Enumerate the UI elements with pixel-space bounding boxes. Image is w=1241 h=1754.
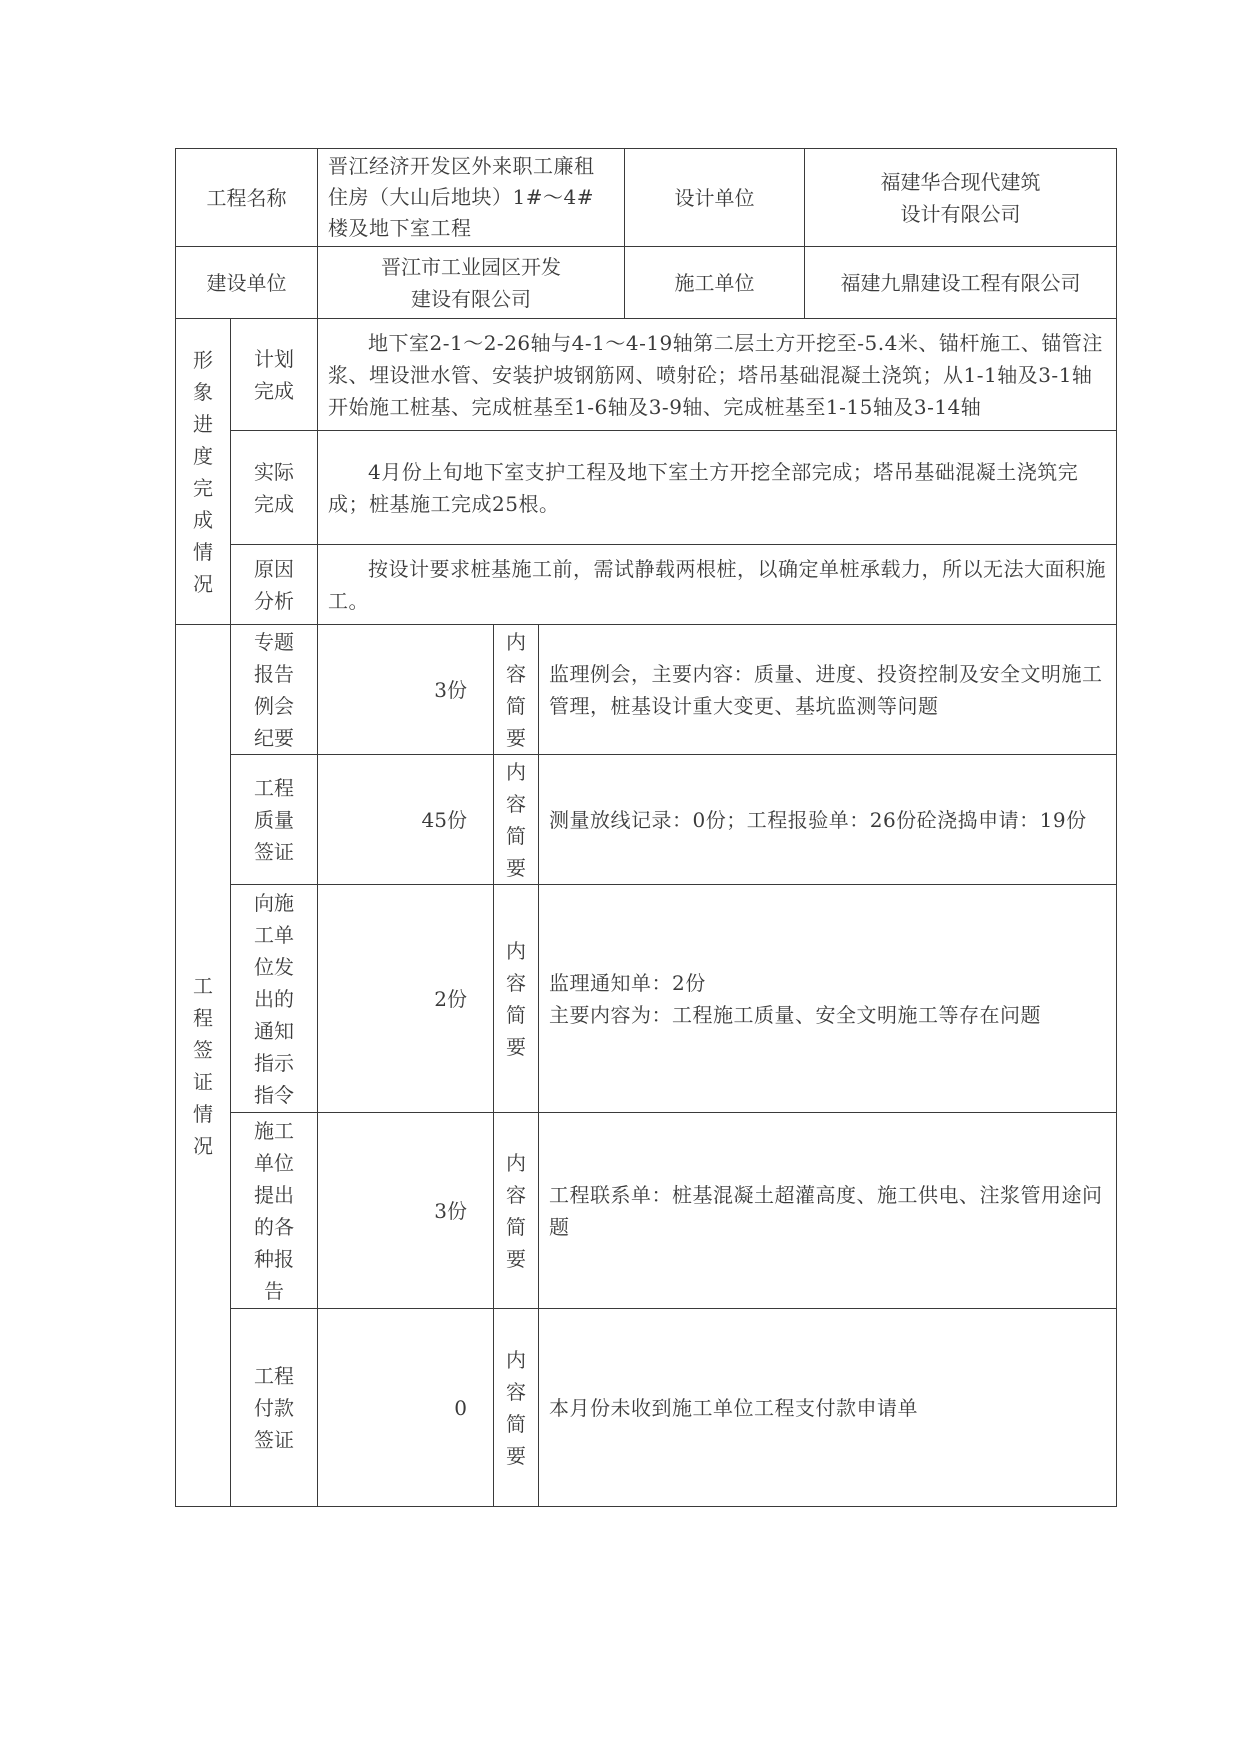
contractor-label: 施工单位 [625,247,805,319]
signoff-content: 本月份未收到施工单位工程支付款申请单 [539,1309,1117,1507]
actual-label: 实际完成 [231,431,318,545]
signoff-row-label: 施工单位提出的各种报告 [231,1113,318,1309]
project-name-label: 工程名称 [176,149,318,247]
progress-section-label: 形象进度完成情况 [176,319,231,625]
signoff-count: 3份 [318,625,494,755]
summary-label: 内容简要 [494,1309,539,1507]
summary-label: 内容简要 [494,755,539,885]
actual-text: 4月份上旬地下室支护工程及地下室土方开挖全部完成；塔吊基础混凝土浇筑完成；桩基施工完成25根。 [318,431,1117,545]
signoff-content: 监理例会，主要内容：质量、进度、投资控制及安全文明施工管理，桩基设计重大变更、基坑监测等问题 [539,625,1117,755]
monthly-report-table [175,148,1117,1507]
owner-value [318,247,625,319]
project-name-value: 晋江经济开发区外来职工廉租住房（大山后地块）1#～4#楼及地下室工程 [318,149,625,247]
signoff-content: 工程联系单：桩基混凝土超灌高度、施工供电、注浆管用途问题 [539,1113,1117,1309]
signoff-count: 2份 [318,885,494,1113]
planned-label: 计划完成 [231,319,318,431]
reason-label: 原因分析 [231,545,318,625]
design-unit-line1: 福建华合现代建筑 [880,169,1041,194]
signoff-row-label: 向施工单位发出的通知指示指令 [231,885,318,1113]
summary-label: 内容简要 [494,625,539,755]
signoff-content: 测量放线记录：0份；工程报验单：26份砼浇捣申请：19份 [539,755,1117,885]
summary-label: 内容简要 [494,885,539,1113]
owner-label: 建设单位 [176,247,318,319]
owner-line1: 晋江市工业园区开发 [381,254,562,279]
signoff-content: 监理通知单：2份 主要内容为：工程施工质量、安全文明施工等存在问题 [539,885,1117,1113]
design-unit-line2: 设计有限公司 [900,201,1021,226]
planned-text: 地下室2-1～2-26轴与4-1～4-19轴第二层土方开挖至-5.4米、锚杆施工、锚管注浆、埋设泄水管、安装护坡钢筋网、喷射砼；塔吊基础混凝土浇筑；从1-1轴及3-1轴开始施工桩基、完成桩基至1-6轴及3-9轴、完成桩基至1-15轴及3-14轴 [318,319,1117,431]
design-unit-label: 设计单位 [625,149,805,247]
owner-line2: 建设有限公司 [411,286,532,311]
design-unit-value [805,149,1117,247]
contractor-value: 福建九鼎建设工程有限公司 [805,247,1117,319]
signoff-count: 45份 [318,755,494,885]
signoff-count: 0 [318,1309,494,1507]
summary-label: 内容简要 [494,1113,539,1309]
signoff-row-label: 工程付款签证 [231,1309,318,1507]
signoff-row-label: 专题报告例会纪要 [231,625,318,755]
signoff-count: 3份 [318,1113,494,1309]
signoff-section-label: 工程签证情况 [176,625,231,1507]
reason-text: 按设计要求桩基施工前，需试静载两根桩，以确定单桩承载力，所以无法大面积施工。 [318,545,1117,625]
signoff-row-label: 工程质量签证 [231,755,318,885]
